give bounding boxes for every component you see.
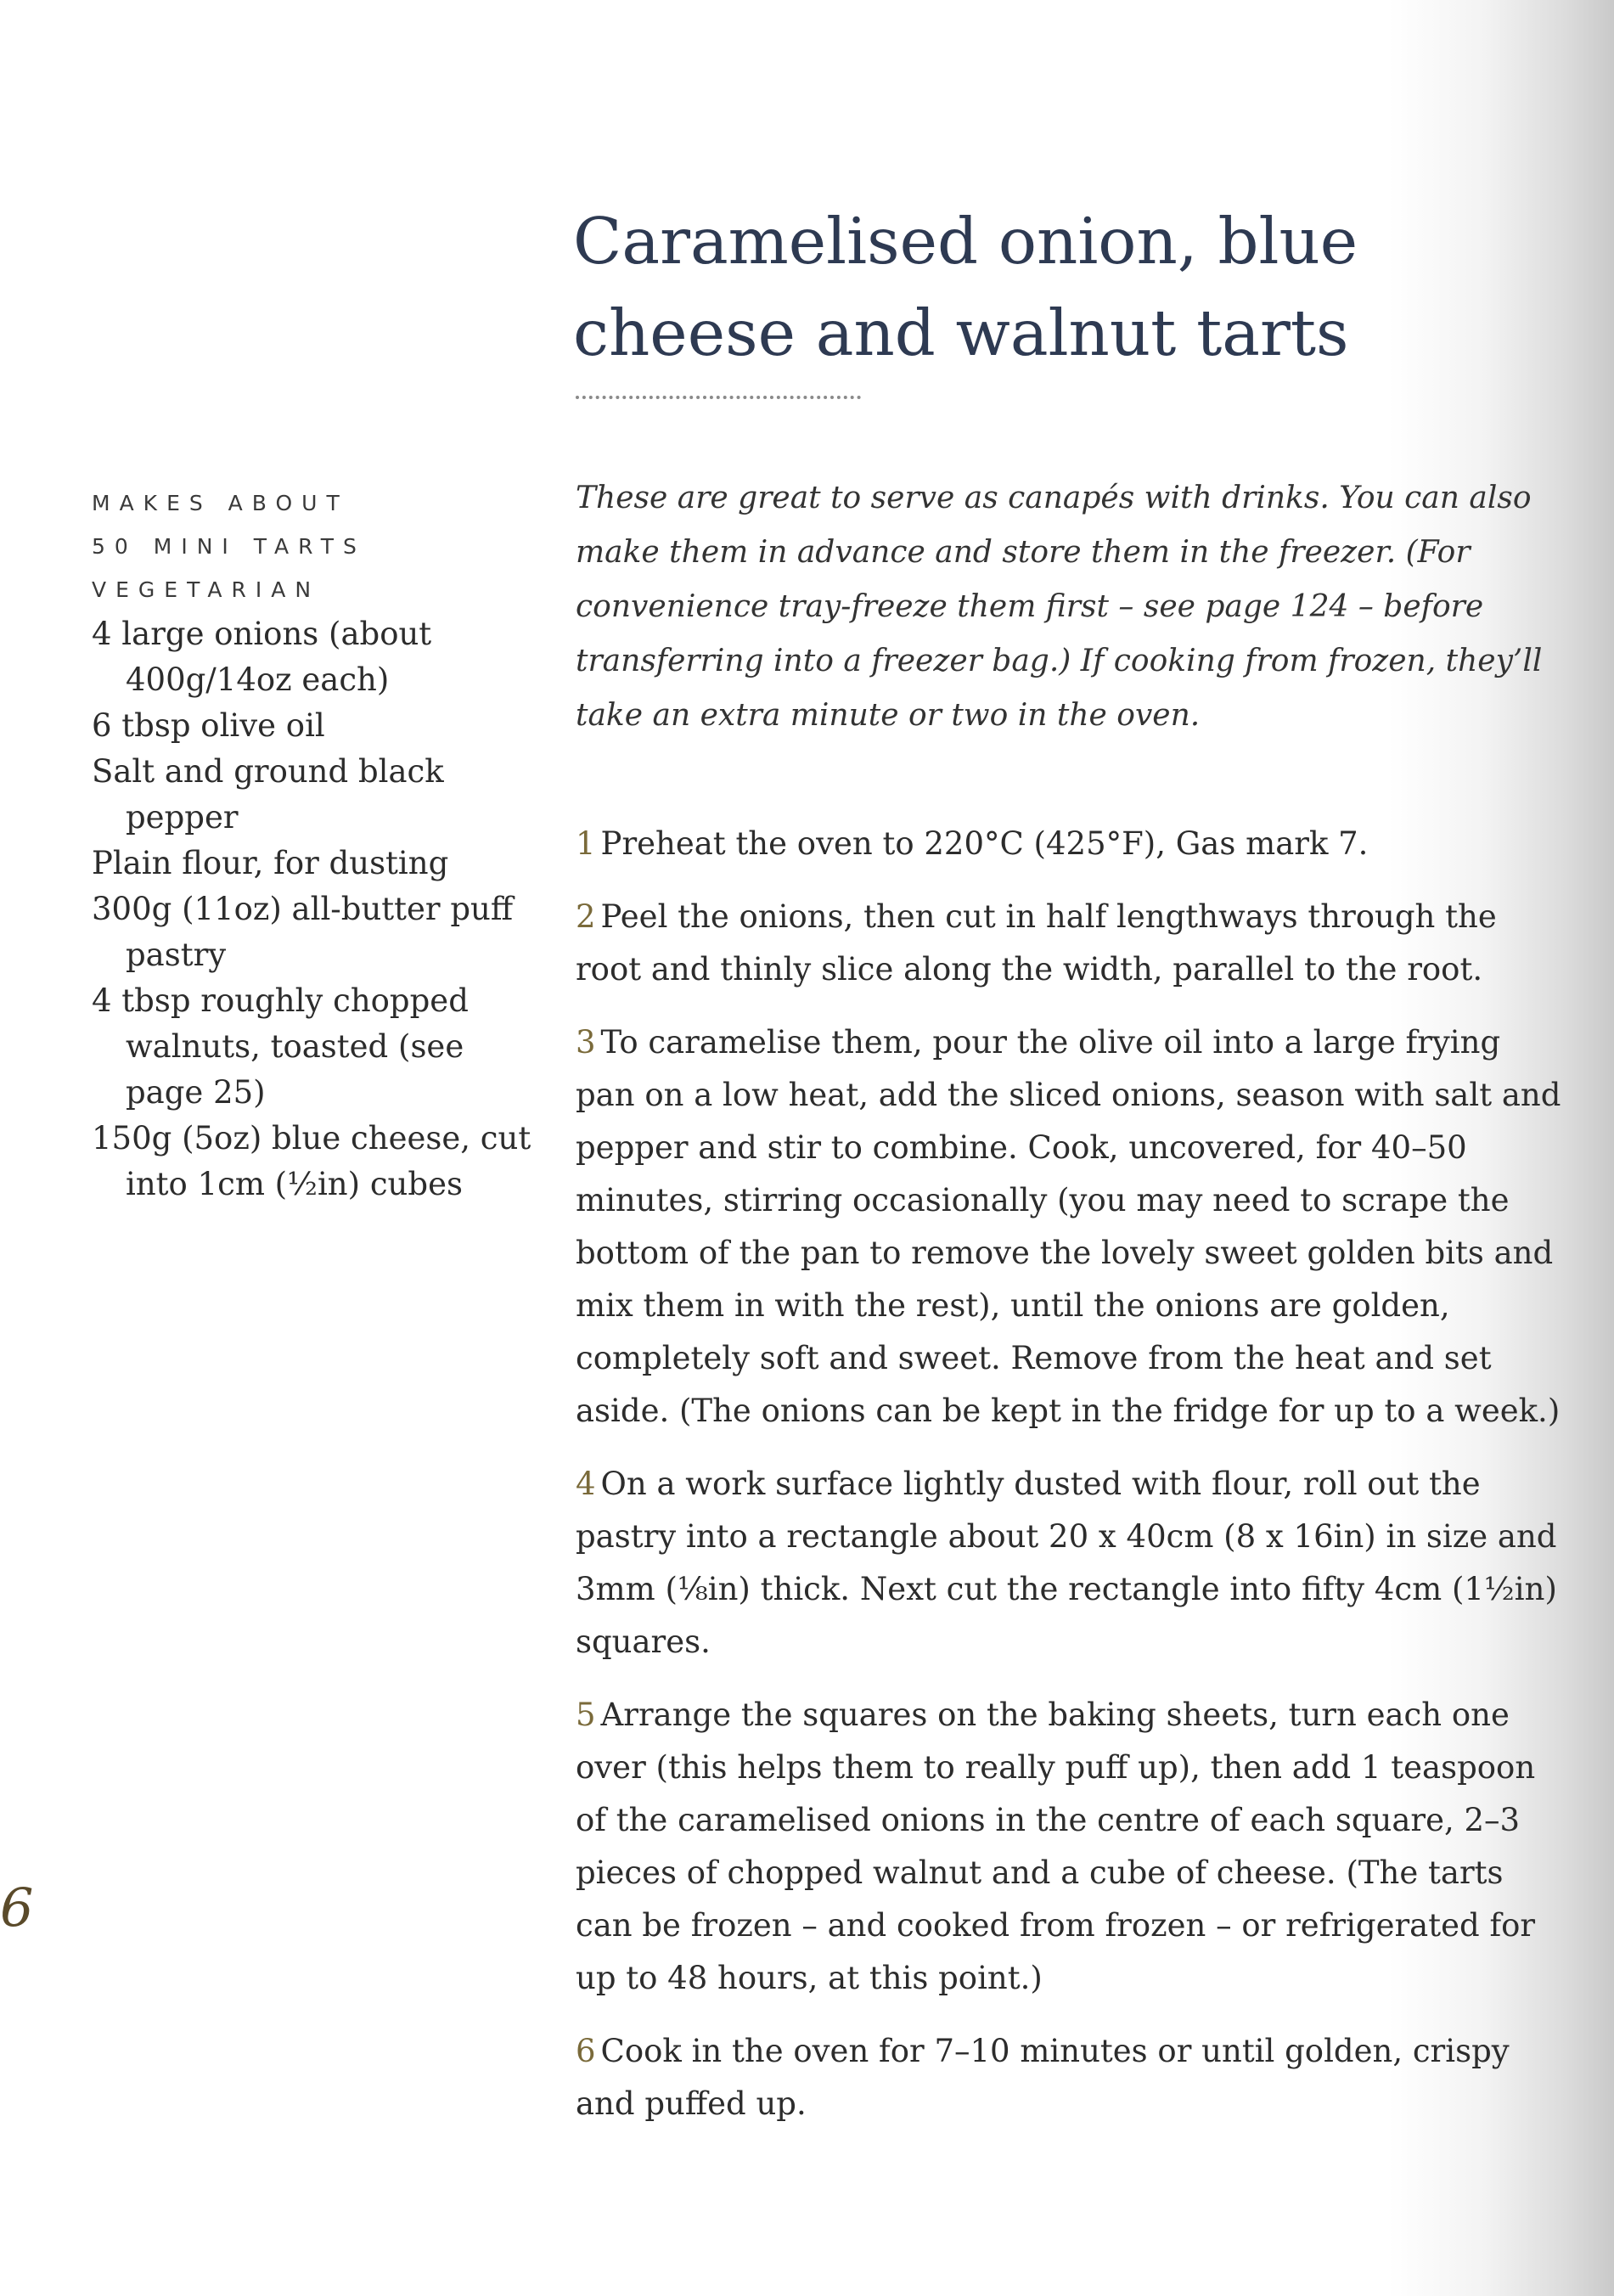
method-step <box>576 818 1569 870</box>
method-step <box>576 1016 1569 1438</box>
ingredient-item: Salt and ground black pepper <box>92 753 444 836</box>
ingredient-item: 6 tbsp olive oil <box>92 707 325 744</box>
diet-label: VEGETARIAN <box>92 577 321 602</box>
ingredient-item: 300g (11oz) all-butter puff pastry <box>92 891 514 973</box>
step-number: 6 <box>576 2033 596 2069</box>
method-step <box>576 1689 1569 2005</box>
method-column <box>576 471 1569 2151</box>
step-text: Preheat the oven to 220°C (425°F), Gas mark 7. <box>600 825 1369 862</box>
ingredients-sidebar <box>92 481 533 1207</box>
yield-line-2: 50 MINI TARTS <box>92 534 366 559</box>
method-step <box>576 2025 1569 2130</box>
ingredient-item: 150g (5oz) blue cheese, cut into 1cm (½in) cubes <box>92 1120 531 1202</box>
ingredient-item: Plain flour, for dusting <box>92 845 449 881</box>
title-dotted-rule <box>576 396 861 399</box>
step-text: Cook in the oven for 7–10 minutes or until golden, crispy and puffed up. <box>576 2033 1510 2122</box>
ingredient-list <box>92 611 533 1207</box>
method-step <box>576 891 1569 996</box>
yield-line-1: MAKES ABOUT <box>92 491 349 515</box>
step-number: 5 <box>576 1697 596 1733</box>
step-number: 2 <box>576 898 596 935</box>
ingredient-item: 4 large onions (about 400g/14oz each) <box>92 616 432 698</box>
recipe-title: Caramelised onion, blue cheese and walnut tarts <box>573 204 1358 370</box>
ingredient-item: 4 tbsp roughly chopped walnuts, toasted (see page 25) <box>92 982 469 1111</box>
recipe-intro: These are great to serve as canapés with drinks. You can also make them in advance and store them in the freezer. (For convenience tray-freeze them first – see page 124 – before transferring into a freezer bag.) If cooking from frozen, they’ll take an extra minute or two in the oven. <box>576 481 1543 733</box>
step-number: 3 <box>576 1024 596 1061</box>
step-text: Peel the onions, then cut in half lengthways through the root and thinly slice along the width, parallel to the root. <box>576 898 1497 988</box>
step-text: Arrange the squares on the baking sheets, turn each one over (this helps them to really puff up), then add 1 teaspoon of the caramelised onions in the centre of each square, 2–3 pieces of chopped walnut and a cube of cheese. (The tarts can be frozen – and cooked from frozen – or refrigerated for up to 48 hours, at this point.) <box>576 1697 1536 1996</box>
step-number: 4 <box>576 1466 596 1502</box>
method-step <box>576 1458 1569 1669</box>
step-text: On a work surface lightly dusted with flour, roll out the pastry into a rectangle about 20 x 40cm (8 x 16in) in size and 3mm (⅛in) thick. Next cut the rectangle into fifty 4cm (1½in) squares. <box>576 1466 1557 1660</box>
step-number: 1 <box>576 825 596 862</box>
page-number: 6 <box>0 1877 34 1939</box>
step-text: To caramelise them, pour the olive oil into a large frying pan on a low heat, add the sliced onions, season with salt and pepper and stir to combine. Cook, uncovered, for 40–50 minutes, stirring occasionally (you may need to scrape the bottom of the pan to remove the lovely sweet golden bits and mix them in with the rest), until the onions are golden, completely soft and sweet. Remove from the heat and set aside. (The onions can be kept in the fridge for up to a week.) <box>576 1024 1561 1429</box>
